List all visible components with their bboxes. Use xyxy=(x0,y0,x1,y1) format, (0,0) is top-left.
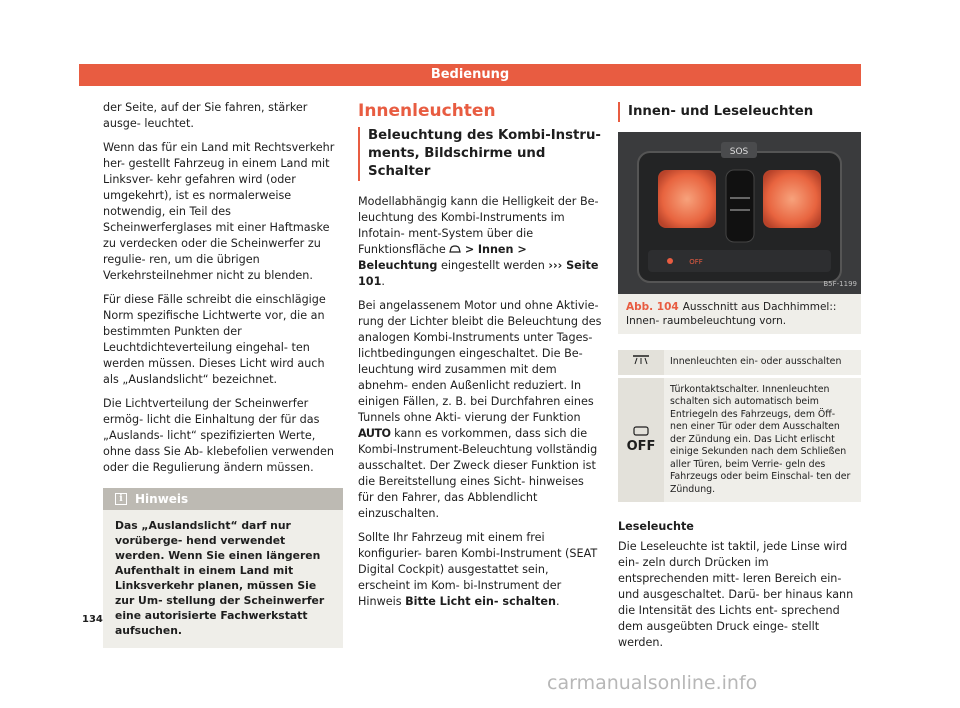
column-2 xyxy=(358,100,602,618)
table-row xyxy=(618,376,861,504)
caption-text: Ausschnitt aus Dachhimmel:: Innen- raumbeleuchtung vorn. xyxy=(626,301,837,327)
symbol-table xyxy=(618,350,861,505)
text-span: > xyxy=(464,243,475,256)
hint-text: Bitte Licht ein- schalten xyxy=(405,595,556,608)
auto-symbol: AUTO xyxy=(358,427,391,440)
menu-path: Innen > Beleuchtung xyxy=(358,243,527,272)
column-3 xyxy=(618,100,861,659)
note-header xyxy=(103,488,343,510)
text-span: . xyxy=(381,275,385,288)
note-box xyxy=(103,488,343,648)
figure-caption xyxy=(618,294,861,334)
subsection-title: Beleuchtung des Kombi-Instru- ments, Bildschirme und Schalter xyxy=(358,127,602,181)
watermark-link[interactable]: carmanualsonline.info xyxy=(547,672,758,694)
image-code: B5F-1199 xyxy=(823,280,857,288)
paragraph: Für diese Fälle schreibt die einschlägige Norm spezifische Lichtwerte vor, die an bestimmten Punkten der Leuchtdichteverteilung eingehal- ten werden müssen. Dieses Licht wird auch als „Auslandslicht“ bezeichnet. xyxy=(103,293,326,386)
text-span: Sollte Ihr Fahrzeug mit einem frei konfigurier- baren Kombi-Instrument (SEAT Digital Cockpit) ausgestattet sein, erscheint im Kom- bi-Instrument der Hinweis xyxy=(358,531,598,608)
table-cell: Innenleuchten ein- oder ausschalten xyxy=(664,350,861,376)
paragraph xyxy=(358,194,602,290)
reading-lamp-right xyxy=(763,170,821,228)
paragraph xyxy=(358,530,602,610)
note-text: Das „Auslandslicht“ darf nur vorüberge- hend verwendet werden. Wenn Sie einen längeren Aufenthalt in einem Land mit Linksverkehr planen, müssen Sie zur Um- stellung der Scheinwerfer eine autorisierte Fachwerkstatt aufsuchen. xyxy=(115,519,325,637)
text-span: . xyxy=(555,595,560,608)
paragraph: Wenn das für ein Land mit Rechtsverkehr her- gestellt Fahrzeug in einem Land mit Linksver- kehr gefahren wird (oder umgekehrt), ist es normalerweise notwendig, ein Teil des Scheinwerferglases mit einer Haftmaske zu verdecken oder die Scheinwerfer zu regulie- ren, um die übrigen Verkehrsteilnehmer nicht zu blenden. xyxy=(103,141,335,282)
paragraph: der Seite, auf der Sie fahren, stärker ausge- leuchtet. xyxy=(103,101,308,130)
off-button-label: OFF xyxy=(689,258,703,266)
off-symbol-text: OFF xyxy=(626,438,656,454)
paragraph: Die Lichtverteilung der Scheinwerfer ermög- licht die Einhaltung der für das „Auslands- licht“ spezifizierten Werte, ohne dass Sie Ab- klebefolien verwenden oder die Regulierung ändern müssen. xyxy=(103,397,334,474)
table-cell: Türkontaktschalter. Innenleuchten schalten sich automatisch beim Entriegeln des Fahrzeugs, dem Öff- nen einer Tür oder dem Ausschalten der Zündung ein. Das Licht erlischt einige Sekunden nach dem Schließen aller Türen, beim Verrie- geln des Fahrzeugs oder beim Einschal- ten der Zündung. xyxy=(664,376,861,504)
text-span: kann es vorkommen, dass sich die Kombi-Instrument-Beleuchtung vollständig ausschaltet. Der Zweck dieser Funktion ist die Bereitstellung eines Sicht- hinweises für den Fahrer, das Abblendlicht einzuschalten. xyxy=(358,427,598,520)
section-header: Bedienung xyxy=(79,64,861,86)
figure-label: Abb. 104 xyxy=(626,301,679,313)
info-icon: i xyxy=(115,493,127,505)
reading-lamp-left xyxy=(658,170,716,228)
table-row xyxy=(618,350,861,376)
roof-console-photo xyxy=(618,132,861,294)
paragraph: Die Leseleuchte ist taktil, jede Linse wird ein- zeln durch Drücken im entsprechenden mitt- leren Bereich ein- und ausgeschaltet. Darü- ber hinaus kann die Intensität des Lichts ent- sprechend dem ausgeübten Druck einge- stellt werden. xyxy=(618,540,854,649)
note-title: Hinweis xyxy=(135,492,189,506)
text-span: Bei angelassenem Motor und ohne Aktivie- rung der Lichter bleibt die Beleuchtung des analogen Kombi-Instruments unter Tages- lichtbedingungen eingeschaltet. Die Be- leuchtung wird zusammen mit dem abnehm- enden Außenlicht reduziert. In einigen Fällen, z. B. bei Durchfahren eines Tunnels ohne Akti- vierung der Funktion xyxy=(358,299,602,424)
subheading: Leseleuchte xyxy=(618,520,694,533)
interior-light-icon xyxy=(618,350,664,376)
page-reference-link[interactable]: ››› Seite 101 xyxy=(358,259,599,288)
page-number: 134 xyxy=(82,614,103,625)
roof-console-illustration xyxy=(618,132,861,294)
section-title: Innenleuchten xyxy=(358,101,496,121)
section-title: Innen- und Leseleuchten xyxy=(618,102,861,122)
text-span: Modellabhängig kann die Helligkeit der Be- leuchtung des Kombi-Instruments im Infotain- ment-System über die Funktionsfläche xyxy=(358,195,599,256)
sos-button-label: SOS xyxy=(729,147,749,157)
column-1 xyxy=(103,100,343,648)
text-span: eingestellt werden xyxy=(437,259,545,272)
paragraph xyxy=(358,298,602,522)
settings-car-icon xyxy=(449,244,461,254)
door-contact-off-icon xyxy=(618,376,664,504)
